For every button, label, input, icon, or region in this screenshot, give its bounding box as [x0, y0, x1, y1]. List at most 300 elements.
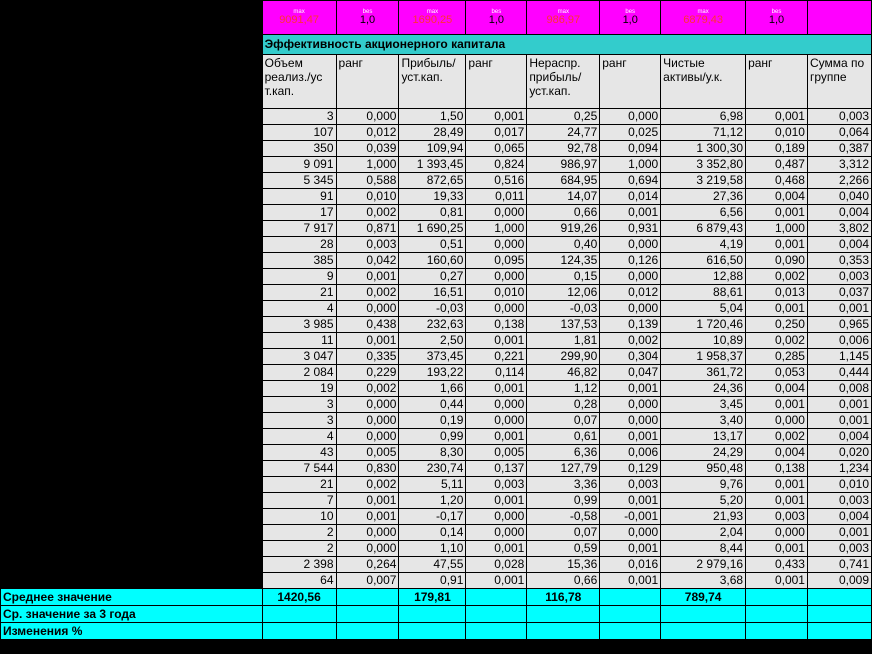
data-cell[interactable]: 4 — [262, 301, 336, 317]
data-cell[interactable]: 2 979,16 — [661, 557, 746, 573]
data-cell[interactable]: 137,53 — [527, 317, 600, 333]
data-cell[interactable]: 0,000 — [336, 301, 399, 317]
data-cell[interactable]: 2 084 — [262, 365, 336, 381]
data-cell[interactable]: 0,000 — [746, 525, 808, 541]
data-cell[interactable]: 0,037 — [807, 285, 871, 301]
data-cell[interactable]: 0,40 — [527, 237, 600, 253]
data-cell[interactable]: 684,95 — [527, 173, 600, 189]
data-cell[interactable]: 950,48 — [661, 461, 746, 477]
data-cell[interactable]: 88,61 — [661, 285, 746, 301]
data-cell[interactable]: 124,35 — [527, 253, 600, 269]
data-cell[interactable]: -0,17 — [399, 509, 466, 525]
data-cell[interactable]: 0,000 — [336, 541, 399, 557]
data-cell[interactable]: 0,095 — [466, 253, 527, 269]
data-cell[interactable]: 1 720,46 — [661, 317, 746, 333]
data-cell[interactable]: 0,003 — [807, 493, 871, 509]
data-cell[interactable]: 21 — [262, 477, 336, 493]
data-cell[interactable]: 3 — [262, 397, 336, 413]
data-cell[interactable]: 15,36 — [527, 557, 600, 573]
summary-cell[interactable] — [466, 606, 527, 623]
data-cell[interactable]: 0,000 — [600, 525, 661, 541]
data-cell[interactable]: 0,44 — [399, 397, 466, 413]
summary-cell[interactable] — [262, 606, 336, 623]
data-cell[interactable]: 0,002 — [746, 429, 808, 445]
summary-cell[interactable] — [399, 606, 466, 623]
data-cell[interactable]: 361,72 — [661, 365, 746, 381]
data-cell[interactable]: 1,000 — [466, 221, 527, 237]
max-cell[interactable] — [262, 1, 336, 35]
data-cell[interactable]: 0,000 — [466, 413, 527, 429]
data-cell[interactable]: 3,40 — [661, 413, 746, 429]
data-cell[interactable]: 19 — [262, 381, 336, 397]
data-cell[interactable]: 0,137 — [466, 461, 527, 477]
data-cell[interactable]: 0,741 — [807, 557, 871, 573]
data-cell[interactable]: 0,81 — [399, 205, 466, 221]
data-cell[interactable]: 0,002 — [336, 205, 399, 221]
data-cell[interactable]: 24,77 — [527, 125, 600, 141]
data-cell[interactable]: 11 — [262, 333, 336, 349]
data-cell[interactable]: 5,20 — [661, 493, 746, 509]
max-cell[interactable] — [527, 1, 600, 35]
data-cell[interactable]: 0,005 — [466, 445, 527, 461]
summary-cell[interactable]: 789,74 — [661, 589, 746, 606]
data-cell[interactable]: 2,04 — [661, 525, 746, 541]
summary-cell[interactable] — [466, 623, 527, 640]
data-cell[interactable]: 0,487 — [746, 157, 808, 173]
data-cell[interactable]: 0,002 — [746, 333, 808, 349]
data-cell[interactable]: 64 — [262, 573, 336, 589]
data-cell[interactable]: 91 — [262, 189, 336, 205]
data-cell[interactable]: 0,965 — [807, 317, 871, 333]
data-cell[interactable]: 0,013 — [746, 285, 808, 301]
data-cell[interactable]: 0,000 — [336, 525, 399, 541]
summary-cell[interactable] — [746, 623, 808, 640]
data-cell[interactable]: 0,000 — [466, 205, 527, 221]
data-cell[interactable]: 6,56 — [661, 205, 746, 221]
data-cell[interactable]: -0,58 — [527, 509, 600, 525]
summary-label[interactable]: Среднее значение — [1, 589, 263, 606]
summary-cell[interactable]: 116,78 — [527, 589, 600, 606]
data-cell[interactable]: 0,99 — [399, 429, 466, 445]
data-cell[interactable]: 0,094 — [600, 141, 661, 157]
data-cell[interactable]: 0,000 — [600, 397, 661, 413]
data-cell[interactable]: 0,025 — [600, 125, 661, 141]
data-cell[interactable]: 986,97 — [527, 157, 600, 173]
data-cell[interactable]: 0,005 — [336, 445, 399, 461]
data-cell[interactable]: 5 345 — [262, 173, 336, 189]
data-cell[interactable]: 2,266 — [807, 173, 871, 189]
data-cell[interactable]: 109,94 — [399, 141, 466, 157]
max-cell[interactable] — [600, 1, 661, 35]
column-header[interactable]: Чистые активы/у.к. — [661, 55, 746, 109]
data-cell[interactable]: 0,229 — [336, 365, 399, 381]
data-cell[interactable]: 0,221 — [466, 349, 527, 365]
data-cell[interactable]: 0,010 — [466, 285, 527, 301]
data-cell[interactable]: 12,06 — [527, 285, 600, 301]
data-cell[interactable]: 9 091 — [262, 157, 336, 173]
data-cell[interactable]: 1,000 — [336, 157, 399, 173]
data-cell[interactable]: -0,03 — [527, 301, 600, 317]
data-cell[interactable]: 0,001 — [336, 269, 399, 285]
summary-cell[interactable] — [807, 623, 871, 640]
max-cell[interactable] — [746, 1, 808, 35]
data-cell[interactable]: 12,88 — [661, 269, 746, 285]
data-cell[interactable]: 1,10 — [399, 541, 466, 557]
data-cell[interactable]: 1,20 — [399, 493, 466, 509]
column-header[interactable]: Сумма по группе — [807, 55, 871, 109]
summary-cell[interactable] — [746, 606, 808, 623]
summary-cell[interactable] — [336, 589, 399, 606]
data-cell[interactable]: 0,008 — [807, 381, 871, 397]
data-cell[interactable]: 1,000 — [600, 157, 661, 173]
data-cell[interactable]: 127,79 — [527, 461, 600, 477]
data-cell[interactable]: 0,004 — [807, 205, 871, 221]
data-cell[interactable]: 0,003 — [807, 541, 871, 557]
data-cell[interactable]: 0,138 — [466, 317, 527, 333]
data-cell[interactable]: 0,99 — [527, 493, 600, 509]
column-header[interactable]: Прибыль/ уст.кап. — [399, 55, 466, 109]
data-cell[interactable]: 872,65 — [399, 173, 466, 189]
data-cell[interactable]: 0,065 — [466, 141, 527, 157]
data-cell[interactable]: 0,264 — [336, 557, 399, 573]
data-cell[interactable]: 0,001 — [600, 205, 661, 221]
column-header[interactable]: ранг — [336, 55, 399, 109]
data-cell[interactable]: 0,138 — [746, 461, 808, 477]
data-cell[interactable]: 0,516 — [466, 173, 527, 189]
data-cell[interactable]: 5,11 — [399, 477, 466, 493]
data-cell[interactable]: 0,040 — [807, 189, 871, 205]
data-cell[interactable]: 0,588 — [336, 173, 399, 189]
data-cell[interactable]: 3 352,80 — [661, 157, 746, 173]
max-cell[interactable] — [661, 1, 746, 35]
data-cell[interactable]: 2 — [262, 525, 336, 541]
data-cell[interactable]: 13,17 — [661, 429, 746, 445]
data-cell[interactable]: 0,001 — [466, 429, 527, 445]
data-cell[interactable]: -0,03 — [399, 301, 466, 317]
data-cell[interactable]: 0,387 — [807, 141, 871, 157]
data-cell[interactable]: 0,014 — [600, 189, 661, 205]
max-cell[interactable] — [336, 1, 399, 35]
data-cell[interactable]: 0,139 — [600, 317, 661, 333]
column-header[interactable]: ранг — [466, 55, 527, 109]
summary-cell[interactable] — [600, 623, 661, 640]
data-cell[interactable]: 24,29 — [661, 445, 746, 461]
data-cell[interactable]: 0,000 — [466, 397, 527, 413]
data-cell[interactable]: 193,22 — [399, 365, 466, 381]
data-cell[interactable]: 0,004 — [807, 237, 871, 253]
data-cell[interactable]: 0,444 — [807, 365, 871, 381]
data-cell[interactable]: 6,36 — [527, 445, 600, 461]
data-cell[interactable]: 0,001 — [466, 333, 527, 349]
data-cell[interactable]: 0,003 — [807, 269, 871, 285]
summary-cell[interactable] — [336, 606, 399, 623]
data-cell[interactable]: 0,438 — [336, 317, 399, 333]
data-cell[interactable]: 0,011 — [466, 189, 527, 205]
data-cell[interactable]: 919,26 — [527, 221, 600, 237]
data-cell[interactable]: 0,824 — [466, 157, 527, 173]
data-cell[interactable]: 350 — [262, 141, 336, 157]
data-cell[interactable]: 0,61 — [527, 429, 600, 445]
data-cell[interactable]: 0,001 — [807, 413, 871, 429]
data-cell[interactable]: 19,33 — [399, 189, 466, 205]
summary-cell[interactable] — [807, 606, 871, 623]
data-cell[interactable]: 0,006 — [807, 333, 871, 349]
data-cell[interactable]: 0,353 — [807, 253, 871, 269]
data-cell[interactable]: 0,07 — [527, 525, 600, 541]
data-cell[interactable]: 1,234 — [807, 461, 871, 477]
data-cell[interactable]: 0,433 — [746, 557, 808, 573]
data-cell[interactable]: 0,51 — [399, 237, 466, 253]
data-cell[interactable]: 3,36 — [527, 477, 600, 493]
summary-cell[interactable] — [399, 623, 466, 640]
data-cell[interactable]: 0,006 — [600, 445, 661, 461]
data-cell[interactable]: 9 — [262, 269, 336, 285]
data-cell[interactable]: 3,45 — [661, 397, 746, 413]
data-cell[interactable]: 0,001 — [807, 301, 871, 317]
data-cell[interactable]: 0,285 — [746, 349, 808, 365]
data-cell[interactable]: 0,335 — [336, 349, 399, 365]
data-cell[interactable]: 1 393,45 — [399, 157, 466, 173]
data-cell[interactable]: 0,001 — [807, 525, 871, 541]
data-cell[interactable]: 0,001 — [466, 573, 527, 589]
data-cell[interactable]: 7 — [262, 493, 336, 509]
data-cell[interactable]: 0,28 — [527, 397, 600, 413]
data-cell[interactable]: 28 — [262, 237, 336, 253]
data-cell[interactable]: 373,45 — [399, 349, 466, 365]
data-cell[interactable]: 1 958,37 — [661, 349, 746, 365]
data-cell[interactable]: 0,000 — [746, 413, 808, 429]
column-header[interactable]: Объем реализ./ус т.кап. — [262, 55, 336, 109]
data-cell[interactable]: 0,009 — [807, 573, 871, 589]
data-cell[interactable]: 3 — [262, 109, 336, 125]
data-cell[interactable]: 0,002 — [336, 285, 399, 301]
data-cell[interactable]: 0,001 — [466, 109, 527, 125]
data-cell[interactable]: 0,001 — [600, 573, 661, 589]
data-cell[interactable]: 0,931 — [600, 221, 661, 237]
data-cell[interactable]: 0,002 — [336, 381, 399, 397]
summary-cell[interactable]: 179,81 — [399, 589, 466, 606]
data-cell[interactable]: 46,82 — [527, 365, 600, 381]
data-cell[interactable]: 0,000 — [466, 509, 527, 525]
data-cell[interactable]: 616,50 — [661, 253, 746, 269]
data-cell[interactable]: 4,19 — [661, 237, 746, 253]
data-cell[interactable]: 0,017 — [466, 125, 527, 141]
data-cell[interactable]: 0,189 — [746, 141, 808, 157]
data-cell[interactable]: 0,053 — [746, 365, 808, 381]
summary-cell[interactable] — [336, 623, 399, 640]
data-cell[interactable]: 230,74 — [399, 461, 466, 477]
summary-cell[interactable] — [600, 606, 661, 623]
data-cell[interactable]: 0,694 — [600, 173, 661, 189]
summary-cell[interactable] — [466, 589, 527, 606]
data-cell[interactable]: 0,000 — [600, 301, 661, 317]
summary-label[interactable]: Ср. значение за 3 года — [1, 606, 263, 623]
data-cell[interactable]: 0,19 — [399, 413, 466, 429]
summary-cell[interactable] — [661, 606, 746, 623]
data-cell[interactable]: 2 398 — [262, 557, 336, 573]
data-cell[interactable]: 0,000 — [336, 109, 399, 125]
data-cell[interactable]: 1,66 — [399, 381, 466, 397]
data-cell[interactable]: 0,001 — [746, 573, 808, 589]
data-cell[interactable]: 0,001 — [746, 493, 808, 509]
summary-cell[interactable] — [527, 623, 600, 640]
data-cell[interactable]: 8,30 — [399, 445, 466, 461]
data-cell[interactable]: 0,004 — [746, 381, 808, 397]
data-cell[interactable]: 0,59 — [527, 541, 600, 557]
data-cell[interactable]: 0,000 — [336, 397, 399, 413]
data-cell[interactable]: 3 985 — [262, 317, 336, 333]
column-header[interactable]: ранг — [746, 55, 808, 109]
data-cell[interactable]: 0,010 — [746, 125, 808, 141]
data-cell[interactable]: 0,000 — [336, 413, 399, 429]
data-cell[interactable]: 3,312 — [807, 157, 871, 173]
data-cell[interactable]: 232,63 — [399, 317, 466, 333]
data-cell[interactable]: 0,830 — [336, 461, 399, 477]
data-cell[interactable]: 1 690,25 — [399, 221, 466, 237]
data-cell[interactable]: 0,000 — [466, 301, 527, 317]
data-cell[interactable]: 7 917 — [262, 221, 336, 237]
data-cell[interactable]: 7 544 — [262, 461, 336, 477]
data-cell[interactable]: 17 — [262, 205, 336, 221]
data-cell[interactable]: 0,000 — [600, 413, 661, 429]
data-cell[interactable]: 0,012 — [336, 125, 399, 141]
data-cell[interactable]: 0,468 — [746, 173, 808, 189]
data-cell[interactable]: 0,002 — [600, 333, 661, 349]
data-cell[interactable]: 0,003 — [746, 509, 808, 525]
data-cell[interactable]: 3 219,58 — [661, 173, 746, 189]
data-cell[interactable]: 0,001 — [746, 541, 808, 557]
data-cell[interactable]: 299,90 — [527, 349, 600, 365]
data-cell[interactable]: 5,04 — [661, 301, 746, 317]
data-cell[interactable]: 9,76 — [661, 477, 746, 493]
summary-cell[interactable] — [746, 589, 808, 606]
data-cell[interactable]: 0,004 — [807, 509, 871, 525]
data-cell[interactable]: 0,002 — [746, 269, 808, 285]
data-cell[interactable]: 0,007 — [336, 573, 399, 589]
data-cell[interactable]: 0,001 — [746, 477, 808, 493]
data-cell[interactable]: 0,001 — [746, 205, 808, 221]
data-cell[interactable]: 0,001 — [600, 493, 661, 509]
data-cell[interactable]: 0,001 — [600, 381, 661, 397]
data-cell[interactable]: 0,126 — [600, 253, 661, 269]
data-cell[interactable]: 0,91 — [399, 573, 466, 589]
data-cell[interactable]: 3,802 — [807, 221, 871, 237]
data-cell[interactable]: 0,000 — [466, 525, 527, 541]
data-cell[interactable]: 0,000 — [336, 429, 399, 445]
data-cell[interactable]: 3 — [262, 413, 336, 429]
data-cell[interactable]: 0,000 — [466, 269, 527, 285]
data-cell[interactable]: 0,114 — [466, 365, 527, 381]
data-cell[interactable]: 0,003 — [600, 477, 661, 493]
data-cell[interactable]: 0,000 — [600, 109, 661, 125]
data-cell[interactable]: 0,001 — [336, 333, 399, 349]
data-cell[interactable]: 0,010 — [807, 477, 871, 493]
data-cell[interactable]: 0,004 — [807, 429, 871, 445]
data-cell[interactable]: 1,81 — [527, 333, 600, 349]
data-cell[interactable]: 0,003 — [807, 109, 871, 125]
data-cell[interactable]: 3 047 — [262, 349, 336, 365]
data-cell[interactable]: 0,003 — [466, 477, 527, 493]
data-cell[interactable]: 0,27 — [399, 269, 466, 285]
data-cell[interactable]: 0,871 — [336, 221, 399, 237]
data-cell[interactable]: 6 879,43 — [661, 221, 746, 237]
data-cell[interactable]: 1,000 — [746, 221, 808, 237]
data-cell[interactable]: 3,68 — [661, 573, 746, 589]
max-cell[interactable] — [466, 1, 527, 35]
data-cell[interactable]: 0,001 — [600, 541, 661, 557]
data-cell[interactable]: 0,000 — [600, 237, 661, 253]
data-cell[interactable]: 0,000 — [600, 269, 661, 285]
data-cell[interactable]: 47,55 — [399, 557, 466, 573]
column-header[interactable]: Нераспр. прибыль/ уст.кап. — [527, 55, 600, 109]
data-cell[interactable]: 0,25 — [527, 109, 600, 125]
data-cell[interactable]: 1,50 — [399, 109, 466, 125]
data-cell[interactable]: 2 — [262, 541, 336, 557]
data-cell[interactable]: 0,001 — [336, 493, 399, 509]
data-cell[interactable]: 0,001 — [746, 397, 808, 413]
data-cell[interactable]: 0,001 — [746, 301, 808, 317]
data-cell[interactable]: 21,93 — [661, 509, 746, 525]
data-cell[interactable]: 0,010 — [336, 189, 399, 205]
data-cell[interactable]: 27,36 — [661, 189, 746, 205]
data-cell[interactable]: 0,001 — [746, 237, 808, 253]
data-cell[interactable]: 0,004 — [746, 189, 808, 205]
data-cell[interactable]: 0,001 — [466, 541, 527, 557]
data-cell[interactable]: 0,304 — [600, 349, 661, 365]
data-cell[interactable]: 0,002 — [336, 477, 399, 493]
data-cell[interactable]: 1,12 — [527, 381, 600, 397]
data-cell[interactable]: 385 — [262, 253, 336, 269]
summary-label[interactable]: Изменения % — [1, 623, 263, 640]
data-cell[interactable]: 0,012 — [600, 285, 661, 301]
data-cell[interactable]: 0,14 — [399, 525, 466, 541]
summary-cell[interactable] — [262, 623, 336, 640]
data-cell[interactable]: 160,60 — [399, 253, 466, 269]
data-cell[interactable]: 0,001 — [336, 509, 399, 525]
data-cell[interactable]: 107 — [262, 125, 336, 141]
data-cell[interactable]: 0,001 — [466, 381, 527, 397]
data-cell[interactable]: 28,49 — [399, 125, 466, 141]
data-cell[interactable]: 0,064 — [807, 125, 871, 141]
data-cell[interactable]: 0,66 — [527, 573, 600, 589]
data-cell[interactable]: 0,004 — [746, 445, 808, 461]
data-cell[interactable]: 4 — [262, 429, 336, 445]
max-cell[interactable] — [807, 1, 871, 35]
data-cell[interactable]: 0,66 — [527, 205, 600, 221]
data-cell[interactable]: 0,042 — [336, 253, 399, 269]
data-cell[interactable]: 8,44 — [661, 541, 746, 557]
data-cell[interactable]: 0,003 — [336, 237, 399, 253]
data-cell[interactable]: -0,001 — [600, 509, 661, 525]
data-cell[interactable]: 1 300,30 — [661, 141, 746, 157]
data-cell[interactable]: 92,78 — [527, 141, 600, 157]
data-cell[interactable]: 16,51 — [399, 285, 466, 301]
data-cell[interactable]: 0,129 — [600, 461, 661, 477]
data-cell[interactable]: 10 — [262, 509, 336, 525]
summary-cell[interactable]: 1420,56 — [262, 589, 336, 606]
summary-cell[interactable] — [600, 589, 661, 606]
data-cell[interactable]: 0,020 — [807, 445, 871, 461]
data-cell[interactable]: 0,250 — [746, 317, 808, 333]
column-header[interactable]: ранг — [600, 55, 661, 109]
data-cell[interactable]: 71,12 — [661, 125, 746, 141]
data-cell[interactable]: 0,001 — [466, 493, 527, 509]
data-cell[interactable]: 0,016 — [600, 557, 661, 573]
data-cell[interactable]: 10,89 — [661, 333, 746, 349]
data-cell[interactable]: 0,090 — [746, 253, 808, 269]
data-cell[interactable]: 0,039 — [336, 141, 399, 157]
data-cell[interactable]: 0,001 — [746, 109, 808, 125]
